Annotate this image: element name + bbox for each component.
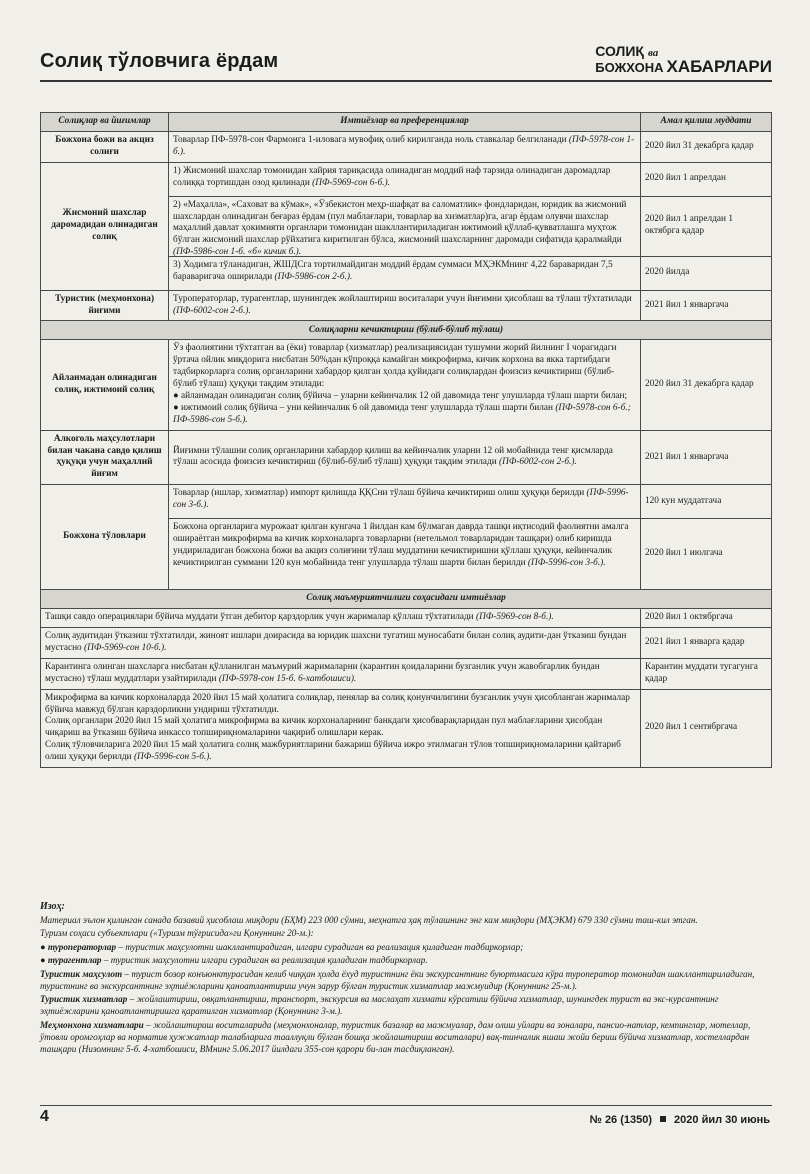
page-number: 4 [40, 1108, 49, 1125]
row-term: Карантин муддати тугагунга қадар [641, 658, 772, 689]
header-rule [40, 80, 772, 82]
section-heading-deferral: Солиқларни кечиктириш (бўлиб-бўлиб тўлаш) [41, 321, 772, 340]
brand-line2: БОЖХОНА [595, 60, 664, 75]
note-paragraph [40, 969, 771, 993]
benefit-ref: (ПФ-5996-сон 3-б.). [173, 488, 629, 511]
benefit-paragraph: Ўз фаолиятини тўхтатган ва (ёки) товарлар (хизматлар) реализациясидан тушумни жорий йилнинг I чорагидаги ўртача ойлик миқдорига нисбатан 50%дан кўпроққа камайган микрофирма, кичик корхона ва якка тартибдаги тадбиркорларга солиқ органларини хабардор қилган ҳолда қуйидаги солиқлардан фоизсиз кечиктириш (бўлиб-бўлиб тўлаш) ҳуқуқи тақдим этилади: [173, 343, 617, 390]
table-row [41, 658, 772, 689]
row-tax-name: Туристик (меҳмонхона) йиғими [41, 290, 169, 321]
note-paragraph: Материал эълон қилинган санада базавий ҳисоблаш миқдори (БҲМ) 223 000 сўмни, меҳнатга ҳақ тўлашнинг энг кам миқдори (МҲЭКМ) 679 330 сўмни таш-кил этган. [40, 915, 698, 925]
row-benefit [169, 290, 641, 321]
row-term: 2020 йилда [641, 256, 771, 290]
note-paragraph [40, 1020, 771, 1056]
benefit-ref: (ПФ-5996-сон 5-б.). [133, 752, 212, 763]
benefits-table [40, 112, 772, 768]
benefit-text: 1) Жисмоний шахслар томонидан хайрия тариқасида олинадиган моддий наф тарзида олинадиган даромадлар солиққа тортишдан озод қилинади [173, 165, 611, 188]
section-heading-administration: Солиқ маъмуриятчилиги соҳасидаги имтиёзлар [41, 590, 772, 609]
issue-number: № 26 (1350) [589, 1114, 653, 1126]
brand-line1: СОЛИҚ [595, 43, 644, 59]
row-tax-name: Алкоголь маҳсулотлари билан чакана савдо қилиш ҳуқуқи учун маҳаллий йиғим [41, 430, 169, 485]
col-header-taxes: Солиқлар ва йиғимлар [41, 113, 169, 132]
row-benefit [169, 340, 641, 430]
row-term: 120 кун муддатгача [645, 495, 722, 506]
row-term-group [641, 485, 772, 590]
benefit-text: Туроператорлар, турагентлар, шунингдек жойлаштириш воситалари учун йиғимни ҳисоблаш ва тўлаш тўхтатилади [173, 293, 632, 304]
benefit-ref: (ПФ-6002-сон 2-б.). [499, 457, 577, 468]
row-term: 2020 йил 1 июлгача [641, 518, 771, 589]
note-term: Туристик маҳсулот [40, 968, 123, 979]
note-bullet [40, 955, 771, 967]
col-header-benefits: Имтиёзлар ва преференциялар [169, 113, 641, 132]
benefit-text: Товарлар (ишлар, хизматлар) импорт қилишда ҚҚСни тўлаш бўйича кечиктириш олиш ҳуқуқи берилди [173, 488, 587, 499]
benefit-ref: (ПФ-5969-сон 6-б.). [312, 177, 390, 188]
note-text: – жойлаштириш воситаларида (меҳмонхоналар, туристик базалар ва мажмуалар, дам олиш уйлари ва зоналари, пансио-натлар, кемпинглар, мотеллар, ўтовли оромгоҳлар ва норматив ҳужжатлар талабларига тааллуқли бўлган бошқа жойлаштириш воситалари) вақ-тинчалик яшаш жойи бериш бўйича хизматлар, хостеллардан ташқари (Низомнинг 5-б. 4-хатбошиси, ВМнинг 5.06.2017 йилдаги 355-сон қарори би-лан тасдиқланган). [40, 1019, 751, 1054]
col-header-term: Амал қилиш муддати [641, 113, 772, 132]
row-term: 2021 йил 1 январга қадар [641, 628, 772, 659]
row-benefit [41, 609, 641, 628]
note-paragraph: Туризм соҳаси субъектлари («Туризм тўғрисида»ги Қонуннинг 20-м.): [40, 928, 314, 939]
benefit-ref: (ПФ-5969-сон 10-б.). [84, 643, 167, 654]
benefit-ref: (ПФ-5978-сон 1-б.). [173, 134, 635, 157]
benefit-bullet: ● айланмадан олинадиган солиқ бўйича – уларни кейинчалик 12 ой давомида тенг улушларда тўлаш шарти билан; [173, 391, 628, 402]
table-header-row [41, 113, 772, 132]
row-benefit [41, 689, 641, 767]
issue-info [590, 1114, 770, 1126]
footer-rule [40, 1105, 772, 1106]
benefit-text: Солиқ тўловчиларига 2020 йил 15 май ҳолатига солиқ мажбуриятларини бажариш бўйича ижро этилмаган тўлов топшириқномаларини қайтариб олиш ҳуқуқи берилди [45, 740, 621, 763]
row-term: 2020 йил 1 апрелдан [645, 173, 727, 184]
row-term: 2020 йил 1 сентябргача [641, 689, 772, 767]
notes-title: Изоҳ: [40, 901, 65, 912]
note-text: – турист бозор конъюнктурасидан келиб чиққан ҳолда ёхуд туристнинг ёки экскурсантнинг буюртмасига кўра туроператор томонидан шакллантириладиган, туристнинг ва экскурсантнинг эҳтиёжларини қаноатлантириш учун зарур бўлган туристик хизматлар мажмуидир (Қонуннинг 25-м.). [40, 968, 755, 991]
row-tax-name: Божхона божи ва акциз солиғи [41, 131, 169, 162]
benefit-ref: (ПФ-5978-сон 6-б.; ПФ-5986-сон 5-б.). [173, 402, 631, 425]
benefit-ref: (ПФ-6002-сон 2-б.). [173, 305, 251, 316]
note-term: Туристик хизматлар [40, 994, 128, 1005]
benefit-ref: (ПФ-5996-сон 3-б.). [527, 557, 606, 568]
row-tax-name: Айланмадан олинадиган солиқ, ижтимоий солиқ [41, 340, 169, 430]
benefit-text: Товарлар ПФ-5978-сон Фармонга 1-иловага мувофиқ олиб кирилганда ноль ставкалар белгиланади [173, 134, 569, 145]
benefit-text: Божхона органларига мурожаат қилган кунгача 1 йилдан кам бўлмаган даврда ташқи иқтисодий фаолиятни амалга ошираётган микрофирма ва кичик корхоналарга товарларни (нетельмол товарларидан ташқари) олиб киришда ундириладиган божхона божи ва акциз солиғини тўлаш муддатини кечиктиришни қўллаш ҳуқуқи, кейинчалик кечиктирилган суммани 120 кун мобайнида тенг улушларда тўлаш шарти билан берилди [173, 522, 629, 568]
benefit-text: 2) «Маҳалла», «Саховат ва кўмак», «Ўзбекистон меҳр-шафқат ва саломатлик» фондларидан, юридик ва жисмоний шахслардан олинадиган беғараз ёрдам (пул маблағлари, товарлар ва хизматлар)га, агар ёрдам олувчи шахслар маҳаллий давлат ҳокимияти органлари томонидан шакллантириладиган ижтимоий қўллаб-қувватлашга муҳтож бўлган жисмоний шахслар рўйхатига киритилган бўлса, жисмоний шахсларнинг даромади сифатида қаралмайди [173, 199, 627, 246]
benefit-paragraph: Солиқ органлари 2020 йил 15 май ҳолатига микрофирма ва кичик корхоналарнинг банкдаги ҳисобварақларидан пул маблағларини ҳисобдан чиқариш ва ўтказиш бўйича инкассо топшириқномаларини чақириб олишлари керак. [45, 716, 603, 739]
table-row [41, 162, 772, 290]
note-text: – туристик маҳсулотни илгари сурадиган ва реализация қиладиган тадбиркорлар. [101, 955, 428, 966]
brand-logo [595, 44, 772, 75]
row-term: 2020 йил 1 октябргача [641, 609, 772, 628]
benefit-ref: (ПФ-5986-сон 1-б. «б» кичик б.). [173, 247, 302, 258]
note-term: ● турагентлар [40, 955, 102, 966]
row-benefit [41, 628, 641, 659]
table-row [41, 689, 772, 767]
table-row [41, 628, 772, 659]
table-row [41, 430, 772, 485]
benefit-text: Ташқи савдо операциялари бўйича муддати ўтган дебитор қарздорлик учун жарималар қўллаш тўхтатилади [45, 612, 476, 623]
note-bullet [40, 942, 771, 954]
separator-square-icon [660, 1116, 666, 1122]
issue-date: 2020 йил 30 июнь [674, 1114, 770, 1126]
table-row [41, 290, 772, 321]
note-text: – жойлаштириш, овқатлантириш, транспорт, экскурсия ва маслаҳат хизмати кўрсатиш бўйича хизматлар, шунингдек турист ва экс-курсантнинг эҳтиёжларини қаноатлантиришга қаратилган хизматлар (Қонуннинг 3-м.). [40, 994, 719, 1017]
row-tax-name: Жисмоний шахслар даромадидан олинадиган солиқ [41, 162, 169, 290]
note-text: – туристик маҳсулотни шакллантирадиган, илгари сурадиган ва реализация қиладиган тадбиркорлар; [116, 941, 524, 952]
row-benefit-group [169, 485, 641, 590]
benefit-ref: (ПФ-5986-сон 2-б.). [274, 271, 353, 282]
row-term: 2020 йил 31 декабрга қадар [641, 340, 772, 430]
benefit-ref: (ПФ-5978-сон 15-б. 6-хатбошиси). [218, 673, 357, 684]
table-row [41, 609, 772, 628]
benefit-ref: (ПФ-5969-сон 8-б.). [475, 612, 554, 623]
table-row [41, 485, 772, 590]
page-header [40, 44, 772, 78]
row-term: 2020 йил 31 декабрга қадар [641, 131, 772, 162]
benefit-text: ● ижтимоий солиқ бўйича – уни кейинчалик 6 ой давомида тенг улушларда тўлаш шарти билан [173, 402, 556, 413]
brand-line2b: ХАБАРЛАРИ [666, 57, 772, 76]
benefit-text: Солиқ аудитидан ўтказиш тўхтатилди, жиноят ишлари доирасида ва юридик шахсни тугатиш муносабати билан солиқ аудити-дан ўтказиш бундан мустасно [45, 631, 627, 654]
note-term: ● туроператорлар [40, 941, 117, 952]
row-term: 2021 йил 1 январгача [641, 430, 772, 485]
row-tax-name: Божхона тўловлари [41, 485, 169, 590]
note-paragraph [40, 994, 771, 1018]
benefit-paragraph: Микрофирма ва кичик корхоналарда 2020 йил 15 май ҳолатига солиқлар, пенялар ва солиқ қонунчилигини бузганлик учун ҳисобланган жарималар бўйича мавжуд бўлган қарздорликни ундириш тўхтатилди. [45, 692, 630, 715]
benefit-text: Карантинга олинган шахсларга нисбатан қўлланилган маъмурий жарималарни (карантин қоидаларини бузганлик учун жавобгарлик бундан мустасно) тўлаш муддатлари узайтирилади [45, 661, 600, 684]
table-row [41, 340, 772, 430]
row-term-group [641, 162, 772, 290]
row-benefit [169, 430, 641, 485]
row-benefit-group [169, 162, 641, 290]
row-benefit [41, 658, 641, 689]
row-term: 2021 йил 1 январгача [641, 290, 772, 321]
benefit-text: 3) Ходимга тўланадиган, ЖШДСга тортилмайдиган моддий ёрдам суммаси МҲЭКМнинг 4,22 бараваридан 7,5 бараваригача оширилади [173, 259, 613, 282]
benefit-bullet [173, 403, 636, 427]
table-row [41, 131, 772, 162]
notes-block [40, 900, 771, 1057]
benefit-paragraph [45, 740, 636, 764]
row-benefit [169, 131, 641, 162]
section-title: Солиқ тўловчига ёрдам [40, 50, 279, 72]
brand-va: ва [647, 47, 659, 59]
row-term: 2020 йил 1 апрелдан 1 октябрга қадар [641, 196, 771, 256]
note-term: Меҳмонхона хизматлари [40, 1019, 144, 1030]
benefit-text: Йиғимни тўлашни солиқ органларини хабардор қилиш ва кейинчалик уларни 12 ой мобайнида тенг қисмларда тўлаш асосида фоизсиз кечиктириш (бўлиб-бўлиб тўлаш) ҳуқуқи тақдим этилади [173, 445, 613, 468]
